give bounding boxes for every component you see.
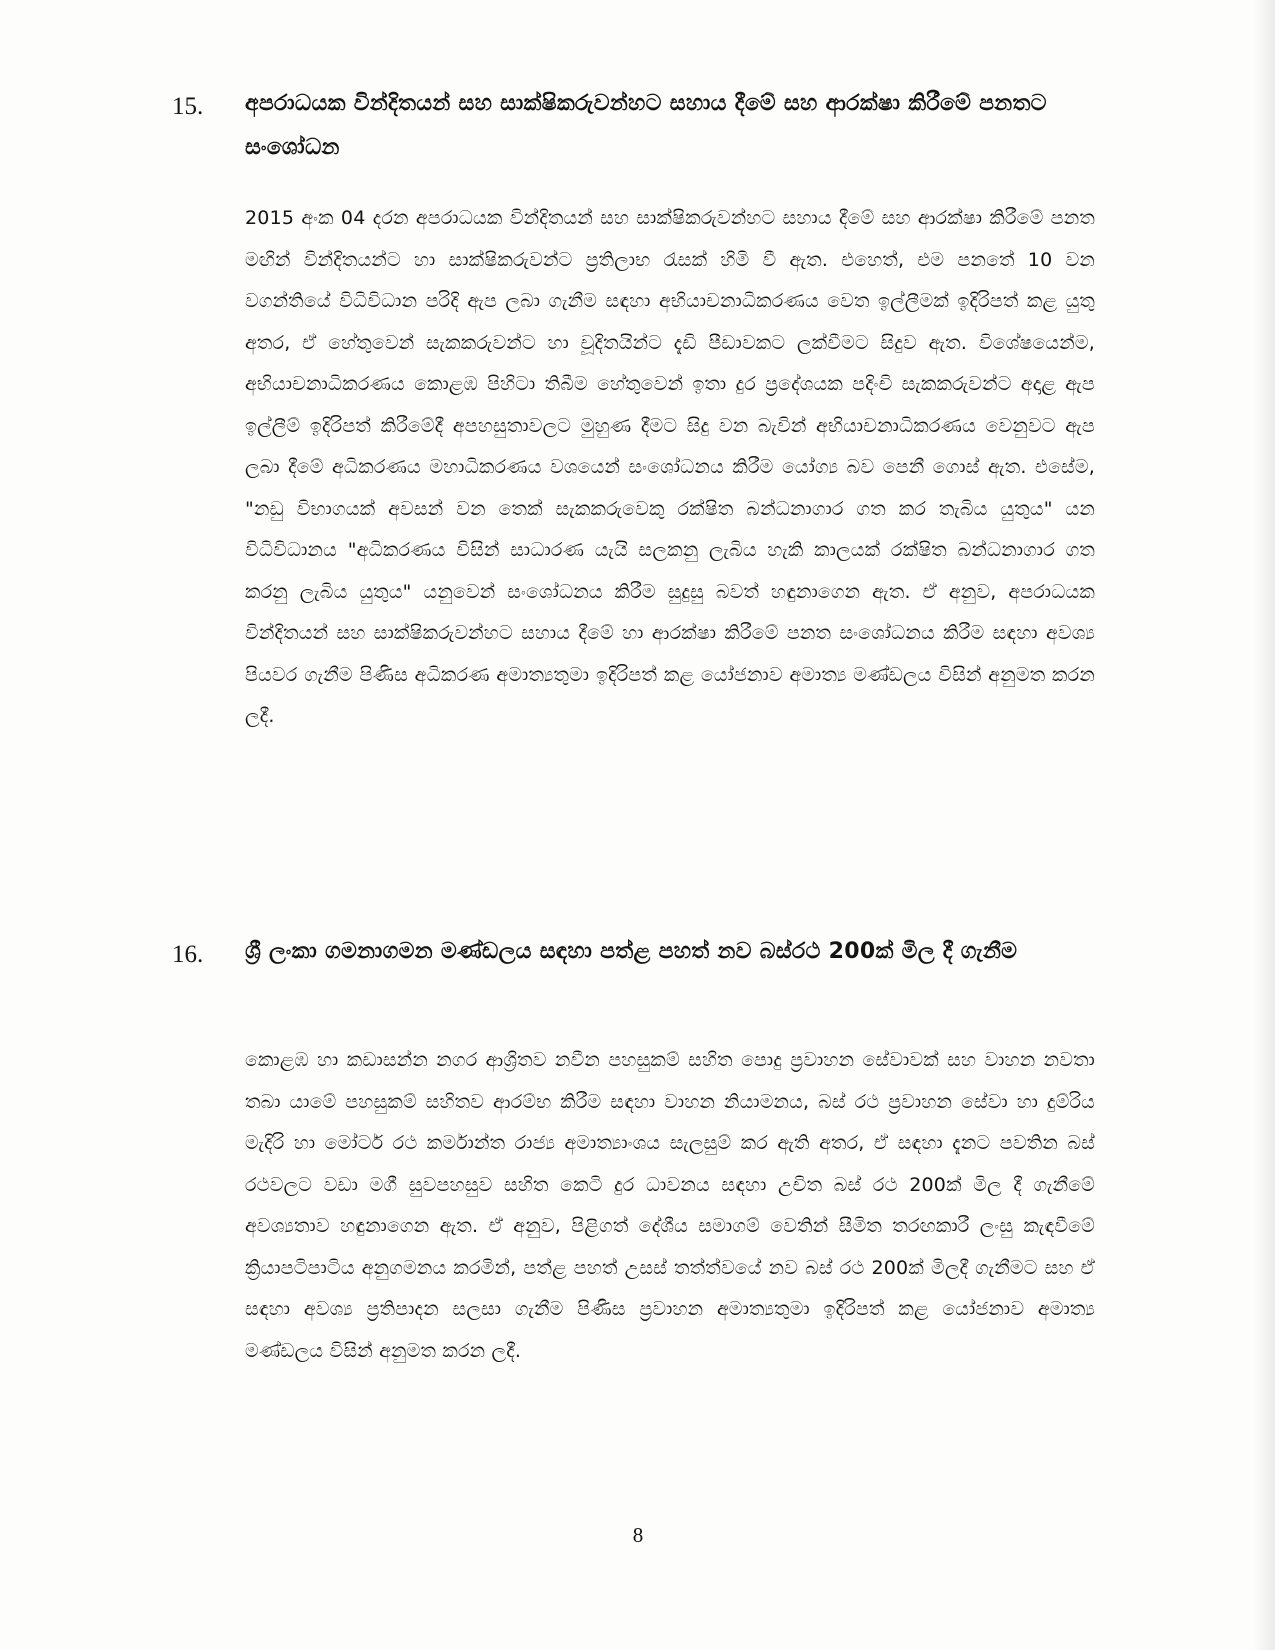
section-title: අපරාධයක වින්දිතයන් සහ සාක්ෂිකරුවන්හට සහාය දීමේ සහ ආරක්ෂා කිරීමේ පනතට සංශෝධන	[245, 91, 1047, 160]
page-number: 8	[632, 1523, 644, 1547]
section-body: කොළඹ හා කඩාසන්න නගර ආශ්‍රිතව නවීන පහසුකම් සහිත පොදු ප්‍රවාහන සේවාවක් සහ වාහන නවතා තබා යාමේ පහසුකම් සහිතව ආරම්භ කිරීම සඳහා වාහන නියාමනය, බස් රථ ප්‍රවාහන සේවා හා දුම්රිය මැදිරි හා මෝටර් රථ කර්මාන්ත රාජ්‍ය අමාත්‍යාංශය සැලසුම් කර ඇති අතර, ඒ සඳහා දැනට පවතින බස් රථවලට වඩා මගී සුවපහසුව සහිත කෙටි දුර ධාවනය සඳහා උචිත බස් රථ 200ක් මිල දී ගැනීමේ අවශ්‍යතාව හඳුනාගෙන ඇත. ඒ අනුව, පිළිගත් දේශීය සමාගම් වෙතින් සීමිත තරඟකාරී ලංසු කැඳවීමේ ක්‍රියාපටිපාටිය අනුගමනය කරමින්, පත්ළ පහත් උසස් තත්ත්වයේ නව බස් රථ 200ක් මිලදී ගැනීමට සහ ඒ සඳහා අවශ්‍ය ප්‍රතිපාදන සලසා ගැනීම පිණිස ප්‍රවාහන අමාත්‍යතුමා ඉදිරිපත් කළ යෝජනාව අමාත්‍ය මණ්ඩලය විසින් අනුමත කරන ලදී.	[245, 1049, 1095, 1362]
section-number: 15.	[172, 93, 204, 120]
section-body: 2015 අංක 04 දරන අපරාධයක වින්දිතයන් සහ සාක්ෂිකරුවන්හට සහාය දීමේ සහ ආරක්ෂා කිරීමේ පනත මඟින් වින්දිතයන්ට හා සාක්ෂිකරුවන්ට ප්‍රතිලාභ රැසක් හිමි වී ඇත. එහෙත්, එම පනතේ 10 වන වගන්තියේ විධිවිධාන පරිදි ඇප ලබා ගැනීම සඳහා අභියාචනාධිකරණය වෙත ඉල්ලීමක් ඉදිරිපත් කළ යුතු අතර, ඒ හේතුවෙන් සැකකරුවන්ට හා චූදිතයින්ට දැඩි පීඩාවකට ලක්වීමට සිදුව ඇත. විශේෂයෙන්ම, අභියාචනාධිකරණය කොළඹ පිහිටා තිබීම හේතුවෙන් ඉතා දුර ප්‍රදේශයක පදිංචි සැකකරුවන්ට අදාළ ඇප ඉල්ලීම් ඉදිරිපත් කිරීමේදී අපහසුතාවලට මුහුණ දීමට සිදු වන බැවින් අභියාචනාධිකරණය වෙනුවට ඇප ලබා දීමේ අධිකරණය මහාධිකරණය වශයෙන් සංශෝධනය කිරීම යෝග්‍ය බව පෙනී ගොස් ඇත. එසේම, "නඩු විභාගයක් අවසන් වන තෙක් සැකකරුවෙකු රක්ෂිත බන්ධනාගාර ගත කර තැබිය යුතුය" යන විධිවිධානය "අධිකරණය විසින් සාධාරණ යැයි සලකනු ලැබිය හැකි කාලයක් රක්ෂිත බන්ධනාගාර ගත කරනු ලැබිය යුතුය" යනුවෙන් සංශෝධනය කිරීම සුදුසු බවත් හඳුනාගෙන ඇත. ඒ අනුව, අපරාධයක වින්දිතයන් සහ සාක්ෂිකරුවන්හට සහාය දීමේ හා ආරක්ෂා කිරීමේ පනත සංශෝධනය කිරීම සඳහා අවශ්‍ය පියවර ගැනීම පිණිස අධිකරණ අමාත්‍යතුමා ඉදිරිපත් කළ යෝජනාව අමාත්‍ය මණ්ඩලය විසින් අනුමත කරන ලදී.	[245, 207, 1095, 727]
section-number: 16.	[172, 941, 204, 968]
section-title: ශ්‍රී ලංකා ගමනාගමන මණ්ඩලය සඳහා පත්ළ පහත් නව බස්රථ 200ක් මිල දී ගැනීම	[245, 939, 1018, 964]
scan-edge-shadow	[1253, 0, 1275, 1650]
